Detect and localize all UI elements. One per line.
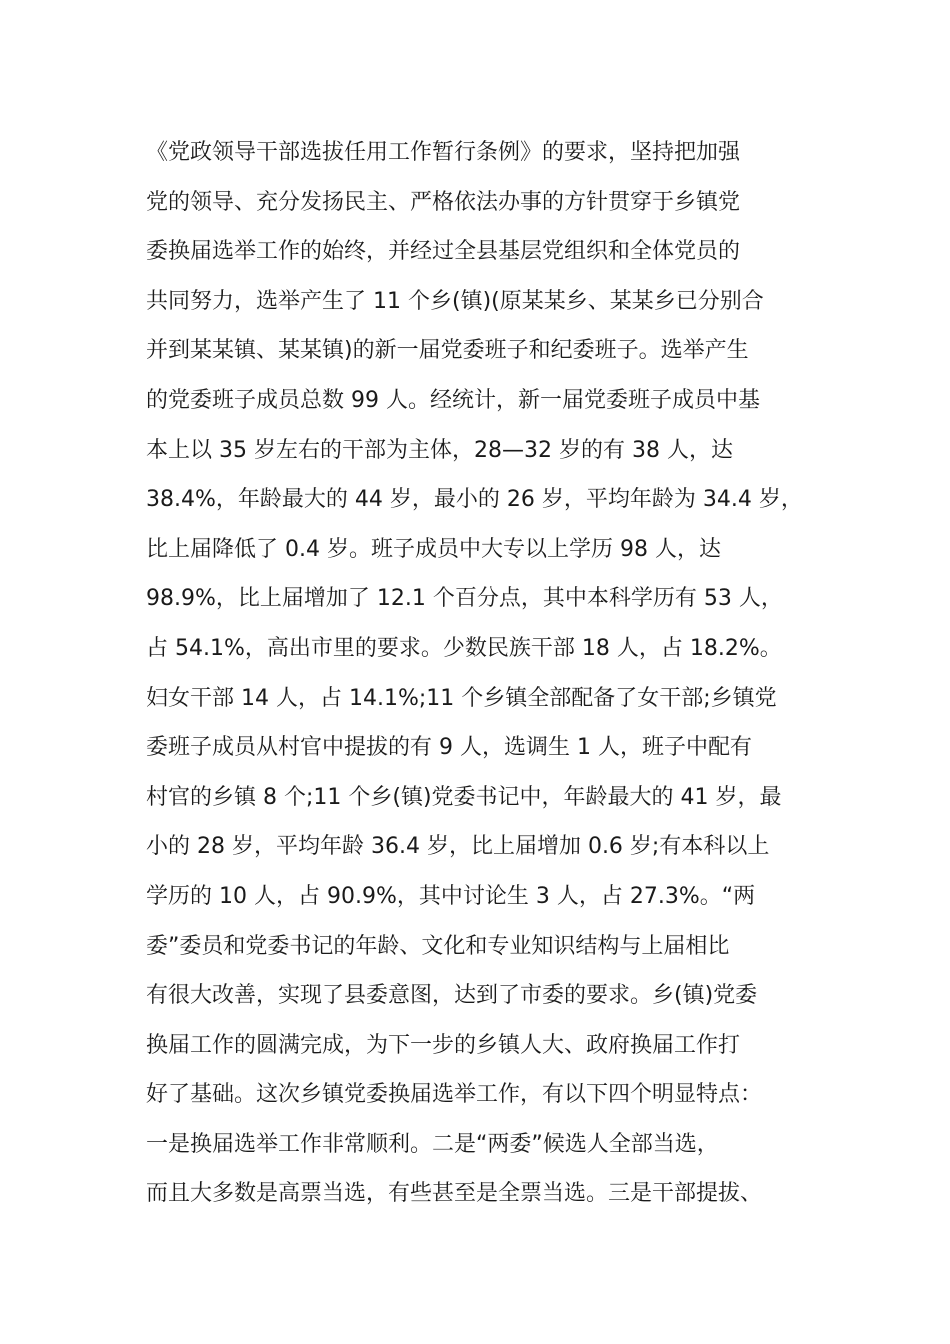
- text-line-13: 委班子成员从村官中提拔的有 9 人，选调生 1 人，班子中配有: [146, 735, 752, 761]
- text-line-19: 换届工作的圆满完成，为下一步的乡镇人大、政府换届工作打: [146, 1032, 741, 1058]
- text-line-14: 村官的乡镇 8 个;11 个乡(镇)党委书记中，年龄最大的 41 岁，最: [146, 784, 782, 810]
- text-line-22: 而且大多数是高票当选，有些甚至是全票当选。三是干部提拔、: [146, 1181, 763, 1207]
- text-line-5: 并到某某镇、某某镇)的新一届党委班子和纪委班子。选举产生: [146, 338, 749, 364]
- text-line-17: 委”委员和党委书记的年龄、文化和专业知识结构与上届相比: [146, 933, 730, 959]
- text-line-15: 小的 28 岁，平均年龄 36.4 岁，比上届增加 0.6 岁;有本科以上: [146, 834, 770, 860]
- text-line-1: 《党政领导干部选拔任用工作暂行条例》的要求，坚持把加强: [146, 140, 741, 165]
- text-line-3: 委换届选举工作的始终，并经过全县基层党组织和全体党员的: [146, 239, 741, 265]
- text-line-4: 共同努力，选举产生了 11 个乡(镇)(原某某乡、某某乡已分别合: [146, 288, 764, 314]
- text-line-21: 一是换届选举工作非常顺利。二是“两委”候选人全部当选，: [146, 1131, 719, 1157]
- text-line-2: 党的领导、充分发扬民主、严格依法办事的方针贯穿于乡镇党: [146, 189, 741, 215]
- text-line-18: 有很大改善，实现了县委意图，达到了市委的要求。乡(镇)党委: [146, 983, 758, 1009]
- body-text: [146, 128, 826, 1219]
- text-line-11: 占 54.1%，高出市里的要求。少数民族干部 18 人，占 18.2%。: [146, 635, 782, 661]
- text-line-10: 98.9%，比上届增加了 12.1 个百分点，其中本科学历有 53 人，: [146, 586, 783, 612]
- text-line-9: 比上届降低了 0.4 岁。班子成员中大专以上学历 98 人，达: [146, 536, 721, 562]
- text-line-6: 的党委班子成员总数 99 人。经统计，新一届党委班子成员中基: [146, 387, 760, 413]
- text-line-16: 学历的 10 人，占 90.9%，其中讨论生 3 人，占 27.3%。“两: [146, 883, 756, 909]
- text-line-8: 38.4%，年龄最大的 44 岁，最小的 26 岁，平均年龄为 34.4 岁，: [146, 487, 803, 513]
- text-line-12: 妇女干部 14 人，占 14.1%;11 个乡镇全部配备了女干部;乡镇党: [146, 685, 777, 711]
- text-line-20: 好了基础。这次乡镇党委换届选举工作，有以下四个明显特点：: [146, 1082, 763, 1108]
- text-line-7: 本上以 35 岁左右的干部为主体，28—32 岁的有 38 人，达: [146, 437, 733, 463]
